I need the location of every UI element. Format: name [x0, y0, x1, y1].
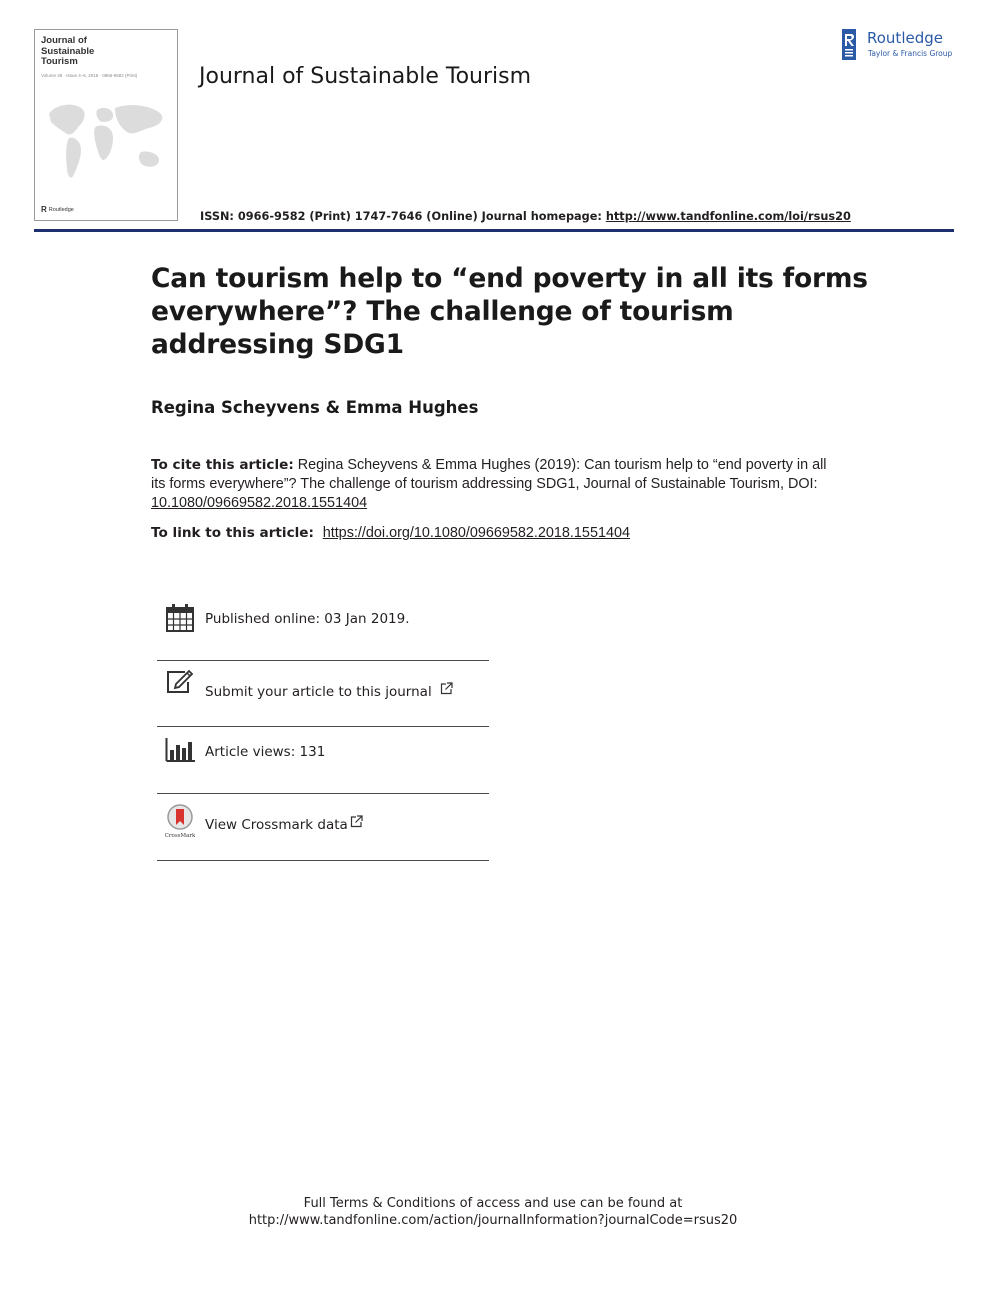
submit-article-row[interactable] [157, 668, 489, 714]
cover-publisher: R Routledge [41, 205, 74, 214]
journal-cover-thumbnail [34, 29, 178, 221]
crossmark-icon [165, 803, 195, 839]
info-divider [157, 726, 489, 727]
footer [0, 1195, 986, 1229]
edit-pencil-icon [165, 668, 195, 698]
publisher-group: Taylor & Francis Group [868, 49, 953, 58]
footer-terms-url[interactable]: http://www.tandfonline.com/action/journalInformation?journalCode=rsus20 [248, 1213, 738, 1228]
svg-text:CrossMark: CrossMark [165, 833, 195, 839]
article-views-text: Article views: 131 [205, 744, 326, 760]
external-link-icon [350, 815, 363, 828]
article-link-block [151, 525, 630, 541]
calendar-icon [165, 603, 195, 633]
cover-title: Journal of Sustainable Tourism [41, 35, 95, 67]
world-map-icon [41, 96, 171, 186]
article-views-row [157, 736, 489, 776]
submit-article-link[interactable]: Submit your article to this journal [205, 684, 432, 700]
routledge-logo-icon [842, 29, 862, 60]
crossmark-row[interactable] [157, 803, 489, 849]
issn-line [200, 210, 851, 223]
journal-homepage-link[interactable]: http://www.tandfonline.com/loi/rsus20 [605, 210, 851, 223]
cover-details: Volume 28 · Issue 4–6, 2018 · 0966-9582 (Print) [41, 73, 138, 78]
cite-label: To cite this article: [151, 457, 294, 473]
doi-link[interactable]: 10.1080/09669582.2018.1551404 [151, 495, 368, 511]
cite-text: Regina Scheyvens & Emma Hughes (2019): Can tourism help to “end poverty in all its forms everywhere”? The challenge of tourism addressing SDG1, Journal of Sustainable Tourism, DOI: [151, 457, 827, 492]
footer-terms-text: Full Terms & Conditions of access and use can be found at [303, 1196, 683, 1211]
crossmark-link[interactable]: View Crossmark data [205, 817, 348, 833]
publisher-logo [842, 29, 957, 61]
citation-block [151, 456, 841, 513]
routledge-r-icon: R [41, 205, 47, 214]
bar-chart-icon [165, 736, 195, 766]
info-divider [157, 793, 489, 794]
journal-name: Journal of Sustainable Tourism [199, 64, 532, 89]
article-title: Can tourism help to “end poverty in all its forms everywhere”? The challenge of tourism addressing SDG1 [151, 263, 868, 360]
doi-url-link[interactable]: https://doi.org/10.1080/09669582.2018.1551404 [322, 525, 630, 541]
article-authors: Regina Scheyvens & Emma Hughes [151, 398, 479, 417]
issn-text: ISSN: 0966-9582 (Print) 1747-7646 (Online) Journal homepage: [200, 210, 606, 223]
info-divider [157, 860, 489, 861]
publisher-name: Routledge [867, 29, 943, 47]
published-online-row [157, 603, 489, 639]
external-link-icon [440, 682, 453, 695]
info-divider [157, 660, 489, 661]
header-divider [34, 229, 954, 232]
link-label: To link to this article: [151, 525, 319, 541]
published-online-text: Published online: 03 Jan 2019. [205, 611, 410, 627]
